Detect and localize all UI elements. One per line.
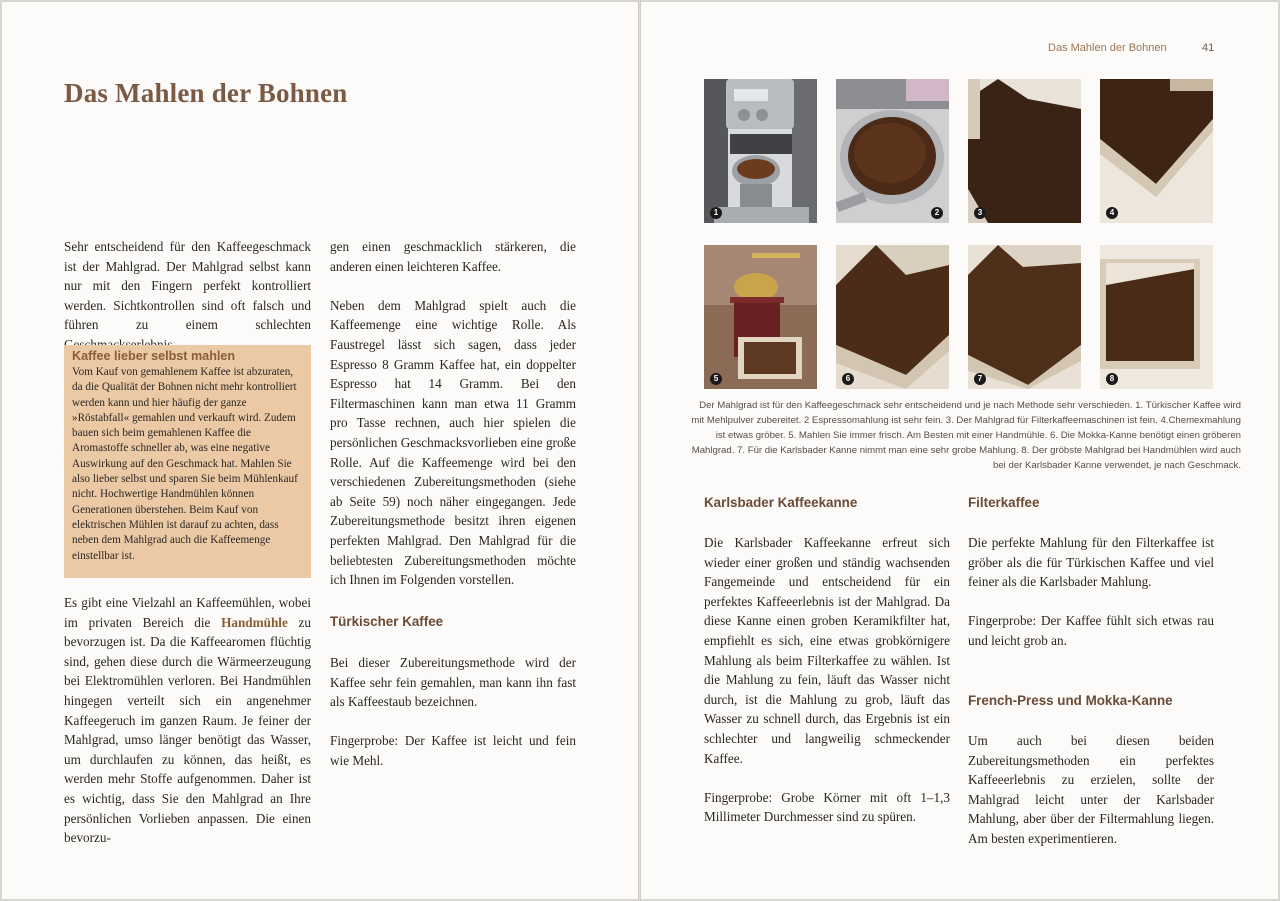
photo-number-6: 6 (842, 373, 854, 385)
photo-7-karlsbader-grind (968, 245, 1081, 389)
karlsbader-finger-test: Fingerprobe: Grobe Körner mit oft 1–1,3 Millimeter Durchmesser sind zu spüren. (704, 789, 950, 825)
chemex-grind-image (1100, 79, 1213, 223)
karlsbader-heading: Karlsbader Kaffeekanne (704, 495, 858, 510)
photo-number-8: 8 (1106, 373, 1118, 385)
continuation-paragraph: gen einen geschmacklich stärkeren, die anderen einen leichteren Kaffee. (330, 239, 576, 274)
fine-grind-image (968, 79, 1081, 223)
handmuehle-highlight: Handmühle (221, 614, 288, 630)
left-column-body (64, 593, 311, 848)
turkish-column (330, 653, 576, 771)
intro-paragraph: Sehr entscheidend für den Kaffeegeschmack ist der Mahlgrad. Der Mahlgrad selbst kann nur mit den Fingern perfekt kontrolliert werden. Sichtkontrollen sind oft falsch und führen zu einem schlechten (64, 239, 311, 333)
turkish-heading: Türkischer Kaffee (330, 614, 444, 629)
karlsbader-column (704, 533, 950, 827)
photo-2-portafilter (836, 79, 949, 223)
mokka-grind-image (836, 245, 949, 389)
photo-number-4: 4 (1106, 207, 1118, 219)
photo-1-electric-grinder (704, 79, 817, 223)
photo-number-2: 2 (931, 207, 943, 219)
french-press-column (968, 731, 1214, 849)
french-press-heading: French-Press und Mokka-Kanne (968, 693, 1173, 708)
filter-paragraph: Die perfekte Mahlung für den Filterkaffee ist gröber als die für Türkischen Kaffee und viel feiner als die Karlsbader Mahlung. (968, 535, 1214, 590)
photo-4-chemex-grind (1100, 79, 1213, 223)
running-head: Das Mahlen der Bohnen (1048, 42, 1167, 54)
photo-8-coarse-grind (1100, 245, 1213, 389)
grinder-image (704, 79, 817, 223)
photo-number-5: 5 (710, 373, 722, 385)
hand-mill-image (704, 245, 817, 389)
karlsbader-grind-image (968, 245, 1081, 389)
filter-column (968, 533, 1214, 651)
coarse-grind-image (1100, 245, 1213, 389)
french-press-paragraph: Um auch bei diesen beiden Zubereitungsmethoden ein perfektes Kaffeeerlebnis zu erzielen, sollte der Mahlgrad leicht unter der Karlsbader Mahlung, aber über der Filtermahlung liegen. Am besten experimentieren. (968, 733, 1214, 846)
photo-number-3: 3 (974, 207, 986, 219)
karlsbader-paragraph: Die Karlsbader Kaffeekanne erfreut sich wieder einer großen und ständig wachsenden Fangemeinde und entscheidend für ein perfektes Kaffeeerlebnis ist der Mahlgrad. Da diese Kanne einen groben Keramikfilter hat, empfiehlt es sich, eine etwas grobkörnigere Mahlung als beim Filterkaffee zu wählen. Ist die Mahlung zu fein, läuft das Wasser nicht durch, ist die Mahlung zu grob, läuft das Wasser zu schnell durch, das Ergebnis ist ein schlechter und langweilig schmeckender Kaffee. (704, 535, 950, 766)
mills-text-end: zu bevorzugen ist. Da die Kaffeearomen flüchtig sind, gehen diese durch die Wärmeerzeugung bei Elektromühlen verloren. Bei Handmühlen hingegen verteilt sich ein angenehmer Kaffeegeruch im ganzen Raum. Je feiner der Mahlgrad, umso länger benötigt das Wasser, um durchlaufen zu können, das heißt, es werden mehr Stoffe aufgenommen. Daher ist es wichtig, dass Sie den Mahlgrad an Ihre persönlichen Vorlieben anpassen. Die einen bevorzu- (64, 614, 311, 846)
photo-5-hand-mill (704, 245, 817, 389)
photo-number-1: 1 (710, 207, 722, 219)
info-box-heading: Kaffee lieber selbst mahlen (72, 349, 236, 363)
left-column-intro (64, 237, 311, 355)
filter-finger-test: Fingerprobe: Der Kaffee fühlt sich etwas rau und leicht grob an. (968, 613, 1214, 648)
middle-column (330, 237, 576, 609)
mills-paragraph (64, 593, 311, 848)
mills-text-start: Es gibt eine Vielzahl an Kaffeemühlen, wobei im privaten Bereich die (64, 595, 311, 630)
page-title: Das Mahlen der Bohnen (64, 78, 348, 108)
info-box-text: Vom Kauf von gemahlenem Kaffee ist abzuraten, da die Qualität der Bohnen nicht mehr kontrolliert werden kann und hier häufig der ganze »Röstabfall« gemahlen und verkauft wird. Zudem bauen sich beim gemahlenen Kaffee die Aromastoffe schneller ab, was eine negative Auswirkung auf den Geschmack hat. Mahlen Sie also lieber selbst und sparen Sie beim Mühlenkauf nicht. Hochwertige Handmühlen können Generationen überstehen. Beim Kauf von elektrischen Mühlen ist darauf zu achten, dass neben dem Mahlgrad auch die Kaffeemenge einstellbar ist. (72, 366, 298, 562)
photo-caption: Der Mahlgrad ist für den Kaffeegeschmack sehr entscheidend und je nach Methode sehr verschieden. 1. Türkischer Kaffee wird mit Mehlpulver zubereitet. 2 Espressomahlung ist sehr fein. 3. Der Mahlgrad für Filterkaffeemaschinen ist fein. 4.Chemexmahlung ist etwas gröber. 5. Mahlen Sie immer frisch. Am Besten mit einer Handmühle. 6. Die Mokka-Kanne benötigt einen gröberen Mahlgrad. 7. Für die Karlsbader Kanne nimmt man eine sehr grobe Mahlung. 8. Der gröbste Mahlgrad bei Handmühlen wird auch bei der Karlsbader Kanne verwendet, je nach Geschmack. (691, 400, 1241, 471)
photo-6-mokka-grind (836, 245, 949, 389)
photo-3-fine-grind (968, 79, 1081, 223)
portafilter-image (836, 79, 949, 223)
photo-number-7: 7 (974, 373, 986, 385)
turkish-finger-test: Fingerprobe: Der Kaffee ist leicht und fein wie Mehl. (330, 733, 576, 768)
filter-heading: Filterkaffee (968, 495, 1040, 510)
info-box (64, 345, 311, 578)
page-number: 41 (1202, 42, 1215, 54)
quantity-paragraph: Neben dem Mahlgrad spielt auch die Kaffeemenge eine wichtige Rolle. Als Faustregel lässt sich sagen, dass jeder Espresso 8 Gramm Kaffee hat, ein doppelter Espresso hat 14 Gramm. Bei den Filtermaschinen kann man etwa 11 Gramm pro Tasse rechnen, auch hier spielen die persönlichen Geschmacksvorlieben eine große Rolle. Auf die Kaffeemenge wird bei den verschiedenen Zubereitungsmethoden (siehe ab Seite 59) noch näher eingegangen. Jede Zubereitungsmethode besitzt ihren eigenen perfekten Mahlgrad. Den Mahlgrad für die beliebtesten Zubereitungsmethoden möchte ich Ihnen im Folgenden vorstellen. (330, 297, 576, 588)
turkish-paragraph: Bei dieser Zubereitungsmethode wird der Kaffee sehr fein gemahlen, man kann ihn fast als Kaffeestaub bezeichnen. (330, 655, 576, 710)
